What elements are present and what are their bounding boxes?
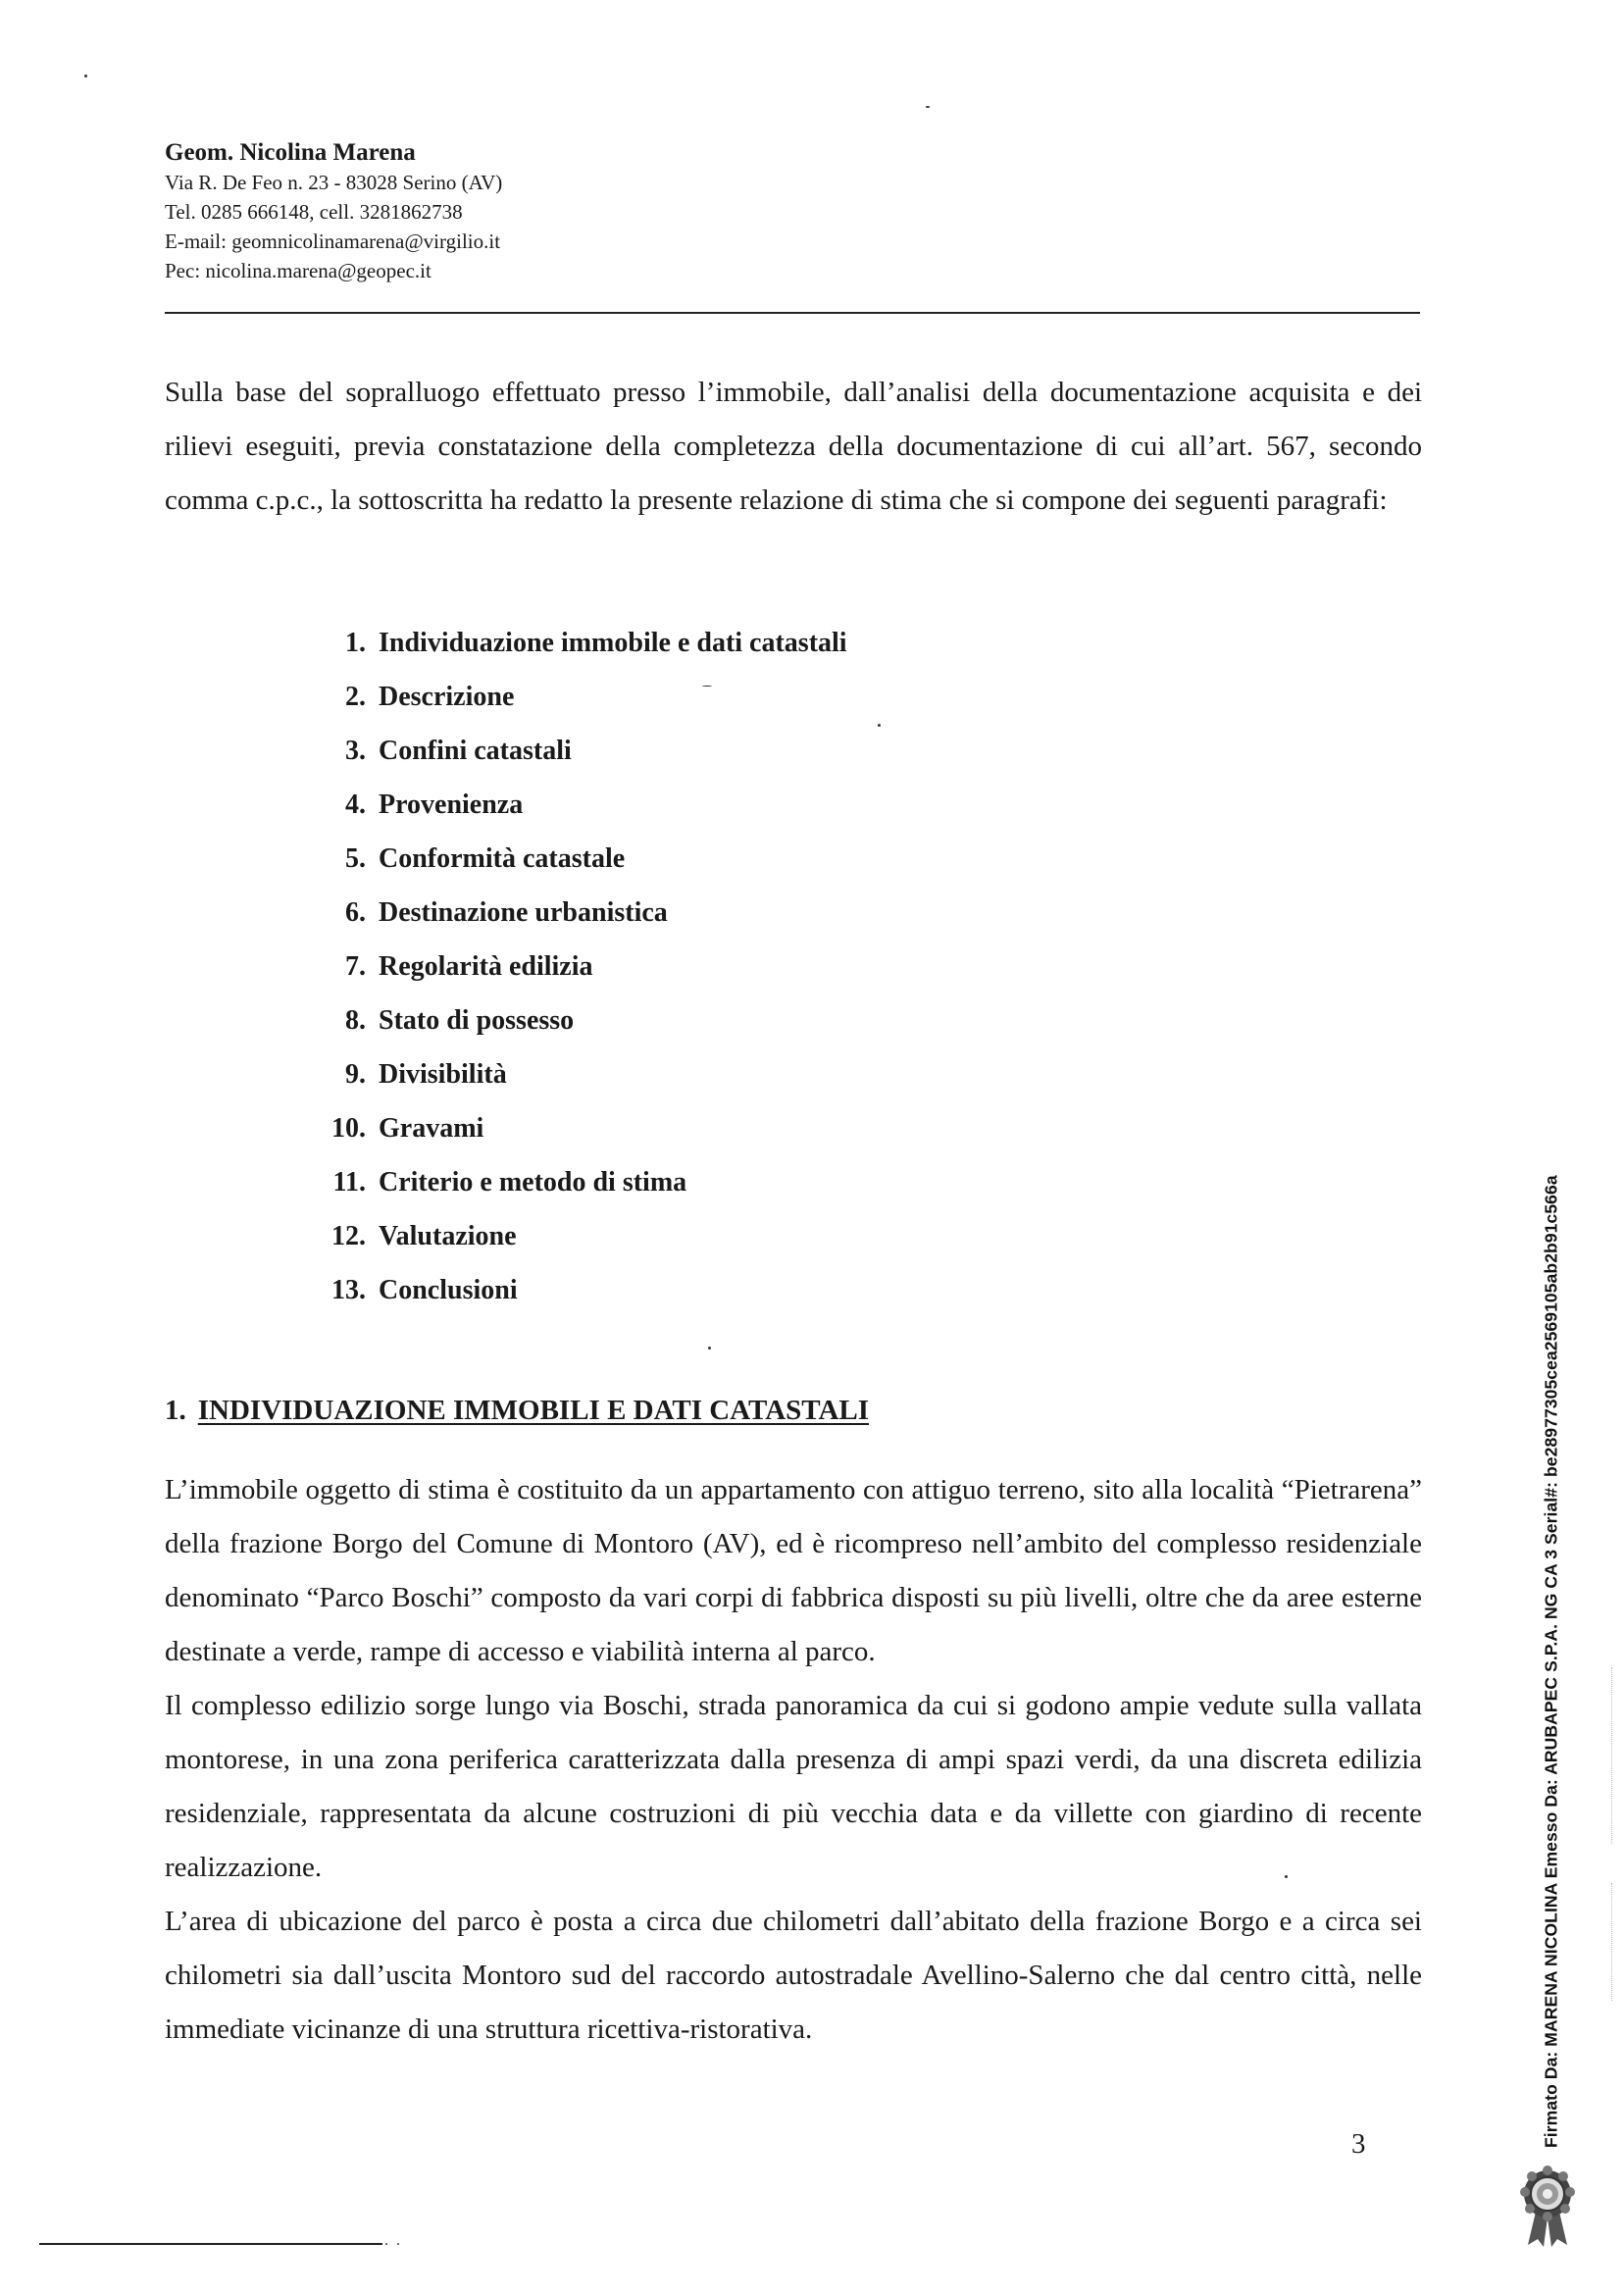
index-label: Individuazione immobile e dati catastali: [379, 628, 847, 658]
index-number: 11.: [332, 1167, 366, 1197]
index-label: Gravami: [379, 1113, 484, 1144]
index-item: [308, 1101, 847, 1155]
seal-rosette-icon: [1514, 2163, 1581, 2249]
paragraph-index: [308, 616, 847, 1317]
scan-speck: [702, 686, 712, 687]
index-label: Destinazione urbanistica: [379, 897, 668, 928]
section-number: 1.: [165, 1395, 186, 1426]
index-number: 12.: [331, 1221, 366, 1251]
index-label: Regolarità edilizia: [379, 951, 593, 982]
paragraph-text: L’area di ubicazione del parco è posta a circa due chilometri dall’abitato della frazione Borgo e a circa sei chilometri sia dall’uscita Montoro sud del raccordo autostradale Avellino-Salerno che dal centro città, nelle immediate vicinanze di una struttura ricettiva-ristorativa.: [165, 1906, 1422, 2045]
index-number: 10.: [331, 1113, 366, 1144]
section-title: INDIVIDUAZIONE IMMOBILI E DATI CATASTALI: [197, 1395, 870, 1426]
index-item: [308, 1209, 847, 1263]
index-item: [308, 670, 847, 724]
scan-speck: [84, 75, 87, 77]
section-heading: [165, 1395, 869, 1427]
index-label: Conformità catastale: [379, 843, 626, 874]
index-item: [308, 994, 847, 1047]
index-number: 6.: [345, 897, 366, 928]
index-label: Conclusioni: [379, 1275, 518, 1305]
scan-speck: [1285, 1875, 1288, 1878]
index-item: [308, 1263, 847, 1317]
index-label: Divisibilità: [379, 1059, 507, 1090]
index-item: [308, 940, 847, 994]
index-item: [308, 724, 847, 778]
index-label: Criterio e metodo di stima: [379, 1167, 687, 1197]
signature-stamp-text: Firmato Da: MARENA NICOLINA Emesso Da: ARUBAPEC S.P.A. NG CA 3 Serial#: be28977305cea2569105ab2b91c566a: [1541, 1175, 1561, 2148]
index-number: 7.: [345, 951, 366, 982]
index-item: [308, 778, 847, 832]
paragraph-text: Il complesso edilizio sorge lungo via Boschi, strada panoramica da cui si godono ampie vedute sulla vallata montorese, in una zona periferica caratterizzata dalla presenza di ampi spazi verdi, da una discreta edilizia residenziale, rappresentata da alcune costruzioni di più vecchia data e da villette con giardino di recente realizzazione.: [165, 1690, 1422, 1883]
index-item: [308, 1047, 847, 1101]
index-item: [308, 832, 847, 886]
author-pec: Pec: nicolina.marena@geopec.it: [165, 259, 431, 282]
author-email: E-mail: geomnicolinamarena@virgilio.it: [165, 229, 501, 253]
scan-speck: [926, 106, 930, 108]
index-number: 1.: [345, 628, 366, 658]
scan-artifact-line: [1611, 1667, 1612, 1844]
index-label: Stato di possesso: [379, 1005, 575, 1036]
index-item: [308, 1155, 847, 1209]
letterhead: [165, 137, 949, 285]
index-number: 2.: [345, 682, 366, 712]
index-label: Provenienza: [379, 790, 524, 820]
scan-artifact-line: [1611, 1883, 1612, 2001]
section-paragraph: [165, 1679, 1422, 1895]
author-name: Geom. Nicolina Marena: [165, 139, 416, 166]
index-number: 5.: [345, 843, 366, 874]
section-paragraph: [165, 1463, 1422, 1679]
index-number: 4.: [345, 790, 366, 820]
index-number: 9.: [345, 1059, 366, 1090]
index-item: [308, 616, 847, 670]
author-phones: Tel. 0285 666148, cell. 3281862738: [165, 200, 463, 224]
footer-dots: . .: [384, 2232, 402, 2249]
index-number: 3.: [345, 736, 366, 766]
section-paragraph: [165, 1895, 1422, 2057]
author-address: Via R. De Feo n. 23 - 83028 Serino (AV): [165, 171, 503, 194]
page-number: 3: [1351, 2128, 1366, 2160]
index-number: 13.: [331, 1275, 366, 1305]
index-number: 8.: [345, 1005, 366, 1036]
digital-signature-stamp: [1530, 1138, 1573, 2148]
footer-divider: [39, 2243, 382, 2245]
header-divider: [165, 312, 1420, 314]
scan-speck: [878, 724, 881, 727]
paragraph-text: L’immobile oggetto di stima è costituito da un appartamento con attiguo terreno, sito alla località “Pietrarena” della frazione Borgo del Comune di Montoro (AV), ed è ricompreso nell’ambito del complesso residenziale denominato “Parco Boschi” composto da vari corpi di fabbrica disposti su più livelli, oltre che da aree esterne destinate a verde, rampe di accesso e viabilità interna al parco.: [165, 1474, 1422, 1667]
index-item: [308, 886, 847, 940]
index-label: Confini catastali: [379, 736, 572, 766]
index-label: Descrizione: [379, 682, 515, 712]
scan-speck: [708, 1347, 711, 1350]
intro-paragraph: Sulla base del sopralluogo effettuato presso l’immobile, dall’analisi della documentazione acquisita e dei rilievi eseguiti, previa constatazione della completezza della documentazione di cui all’art. 567, secondo comma c.p.c., la sottoscritta ha redatto la presente relazione di stima che si compone dei seguenti paragrafi:: [165, 377, 1422, 516]
index-label: Valutazione: [379, 1221, 517, 1251]
